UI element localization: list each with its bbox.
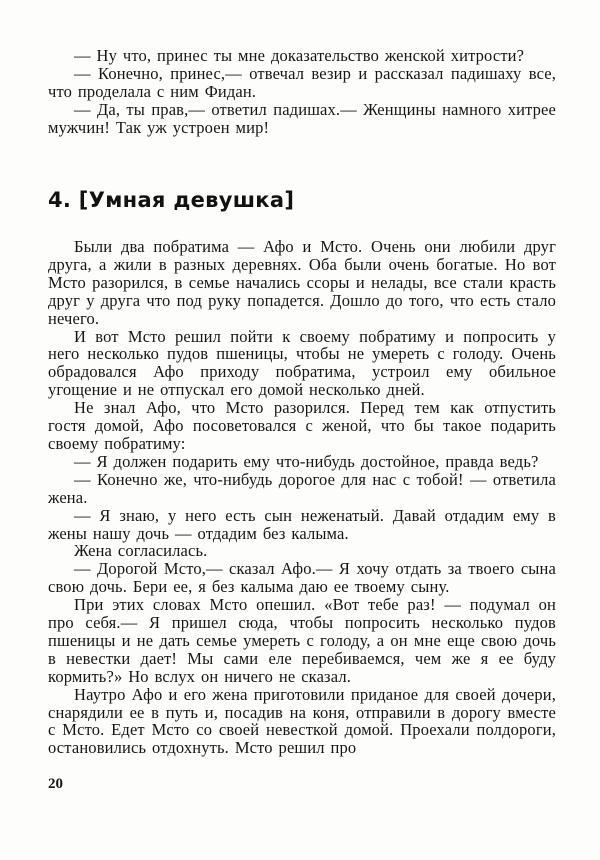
tale-text: [48, 238, 556, 757]
story-paragraph: Были два побратима — Афо и Мсто. Очень они любили друг друга, а жили в разных деревнях. Оба были очень богатые. Но вот Мсто разорился, в семье начались ссоры и нелады, все стали красть друг у друга что под руку попадется. Дошло до того, что есть стало нечего.: [48, 237, 556, 328]
page-number: 20: [48, 776, 63, 792]
previous-tale-ending: [48, 47, 556, 137]
story-paragraph: При этих словах Мсто опешил. «Вот тебе раз! — подумал он про себя.— Я пришел сюда, чтобы попросить несколько пудов пшеницы и не дать семье умереть с голоду, а он мне еще свою дочь в невестки дает! Мы сами еле перебиваемся, чем же я ее буду кормить?» Но вслух он ничего не сказал.: [48, 595, 556, 686]
story-paragraph: Жена согласилась.: [74, 541, 208, 561]
dialogue-paragraph: — Конечно, принес,— отвечал везир и рассказал падишаху все, что проделала с ним Фидан.: [48, 63, 556, 101]
section-heading: 4. [Умная девушка]: [48, 188, 295, 212]
story-paragraph: Наутро Афо и его жена приготовили приданое для своей дочери, снарядили ее в путь и, посадив на коня, отправили в дорогу вместе с Мсто. Едет Мсто со своей невесткой домой. Проехали полдороги, остановились отдохнуть. Мсто решил про: [48, 684, 556, 758]
dialogue-paragraph: — Да, ты прав,— ответил падишах.— Женщины намного хитрее мужчин! Так уж устроен мир!: [48, 99, 556, 137]
story-paragraph: — Я знаю, у него есть сын неженатый. Давай отдадим ему в жены нашу дочь — отдадим без калыма.: [48, 505, 556, 543]
story-paragraph: И вот Мсто решил пойти к своему побратиму и попросить у него несколько пудов пшеницы, чтобы не умереть с голоду. Очень обрадовался Афо приходу побратима, устроил ему обильное угощение и не отпускал его домой несколько дней.: [48, 326, 556, 400]
dialogue-paragraph: — Ну что, принес ты мне доказательство женской хитрости?: [74, 46, 525, 65]
story-paragraph: — Конечно же, что-нибудь дорогое для нас с тобой! — ответила жена.: [48, 469, 556, 507]
story-paragraph: Не знал Афо, что Мсто разорился. Перед тем как отпустить гостя домой, Афо посоветовался с женой, что бы такое подарить своему побратиму:: [48, 398, 556, 453]
story-paragraph: — Дорогой Мсто,— сказал Афо.— Я хочу отдать за твоего сына свою дочь. Бери ее, я без калыма даю ее твоему сыну.: [48, 559, 556, 597]
story-paragraph: — Я должен подарить ему что-нибудь достойное, правда ведь?: [74, 451, 539, 471]
